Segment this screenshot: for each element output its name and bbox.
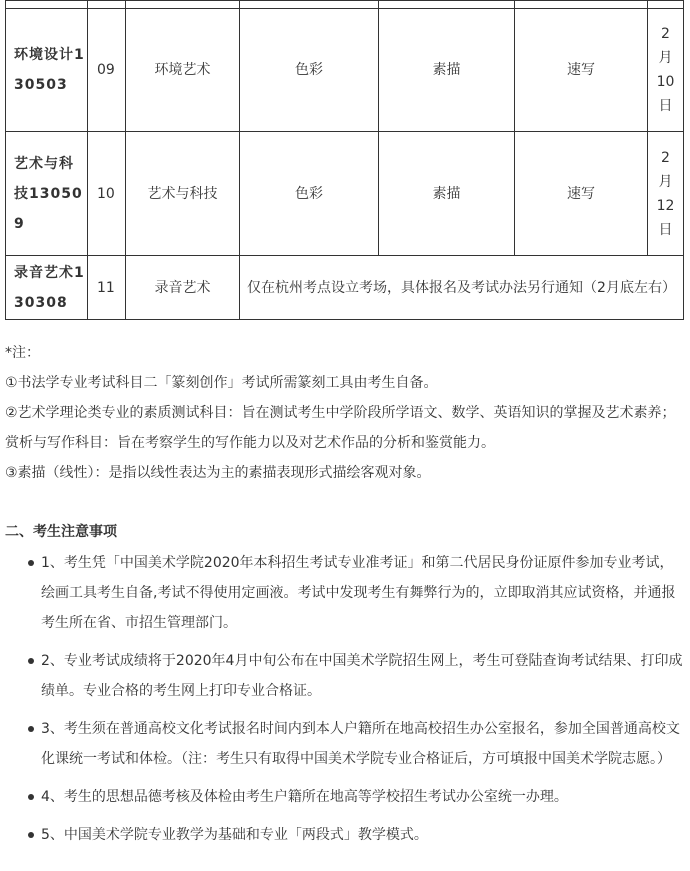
table-cell bbox=[240, 1, 379, 9]
note-item: ③素描（线性）：是指以线性表达为主的素描表现形式描绘客观对象。 bbox=[5, 465, 431, 481]
date-char: 月 bbox=[658, 173, 673, 190]
bullet-icon bbox=[28, 794, 34, 800]
table-cell bbox=[648, 1, 684, 9]
date-char: 10 bbox=[656, 74, 675, 90]
table-row bbox=[6, 1, 684, 9]
table-cell bbox=[88, 1, 126, 9]
exam-schedule-table bbox=[5, 0, 684, 320]
date-char: 月 bbox=[658, 50, 673, 66]
table-row bbox=[6, 256, 684, 320]
bullet-icon bbox=[28, 560, 34, 566]
list-item-text: 1、考生凭「中国美术学院2020年本科招生考试专业准考证」和第二代居民身份证原件参加专业考试，绘画工具考生自备,考试不得使用定画液。考试中发现考生有舞弊行为的，立即取消其应试资格，并通报考生所在省、市招生管理部门。 bbox=[41, 555, 676, 631]
exam-name-cell: 环境艺术 bbox=[126, 9, 240, 132]
table-cell bbox=[379, 1, 515, 9]
list-item bbox=[5, 820, 685, 850]
subject-cell: 素描 bbox=[379, 9, 515, 132]
date-char: 日 bbox=[658, 221, 673, 238]
table-row bbox=[6, 132, 684, 256]
table-cell bbox=[126, 1, 240, 9]
list-item bbox=[5, 548, 685, 638]
list-item bbox=[5, 714, 685, 774]
code-cell: 11 bbox=[88, 256, 126, 320]
note-item: ①书法学专业考试科目二「篆刻创作」考试所需篆刻工具由考生自备。 bbox=[5, 375, 438, 391]
date-char: 日 bbox=[658, 98, 673, 114]
table-row bbox=[6, 9, 684, 132]
notes-heading: *注： bbox=[5, 345, 40, 361]
subject-cell: 素描 bbox=[379, 132, 515, 256]
date-char: 2 bbox=[661, 149, 670, 166]
bullet-icon bbox=[28, 726, 34, 732]
major-cell: 环境设计130503 bbox=[6, 9, 88, 132]
bullet-icon bbox=[28, 832, 34, 838]
date-cell bbox=[648, 9, 684, 132]
date-cell bbox=[648, 132, 684, 256]
table-cell bbox=[515, 1, 648, 9]
code-cell: 10 bbox=[88, 132, 126, 256]
date-char: 2 bbox=[661, 26, 670, 42]
list-item bbox=[5, 782, 685, 812]
list-item-text: 5、中国美术学院专业教学为基础和专业「两段式」教学模式。 bbox=[41, 827, 428, 843]
exam-name-cell: 录音艺术 bbox=[126, 256, 240, 320]
exam-name-cell: 艺术与科技 bbox=[126, 132, 240, 256]
note-item: ②艺术学理论类专业的素质测试科目：旨在测试考生中学阶段所学语文、数学、英语知识的掌握及艺术素养；赏析与写作科目：旨在考察学生的写作能力以及对艺术作品的分析和鉴赏能力。 bbox=[5, 405, 676, 451]
list-item-text: 4、考生的思想品德考核及体检由考生户籍所在地高等学校招生考试办公室统一办理。 bbox=[41, 789, 568, 805]
major-cell: 录音艺术130308 bbox=[6, 256, 88, 320]
code-cell: 09 bbox=[88, 9, 126, 132]
list-item-text: 3、考生须在普通高校文化考试报名时间内到本人户籍所在地高校招生办公室报名，参加全国普通高校文化课统一考试和体检。（注：考生只有取得中国美术学院专业合格证后，方可填报中国美术学院志愿。） bbox=[41, 721, 680, 767]
exam-table-container bbox=[5, 0, 683, 319]
notice-list bbox=[5, 548, 685, 858]
subject-cell: 色彩 bbox=[240, 132, 379, 256]
subject-cell: 速写 bbox=[515, 9, 648, 132]
notes-block bbox=[5, 338, 687, 488]
date-char: 12 bbox=[656, 197, 675, 214]
subject-cell: 速写 bbox=[515, 132, 648, 256]
major-cell: 艺术与科技130509 bbox=[6, 132, 88, 256]
table-cell bbox=[6, 1, 88, 9]
bullet-icon bbox=[28, 658, 34, 664]
section-title: 二、考生注意事项 bbox=[5, 524, 117, 540]
exam-note-cell: 仅在杭州考点设立考场，具体报名及考试办法另行通知（2月底左右） bbox=[240, 256, 684, 320]
list-item-text: 2、专业考试成绩将于2020年4月中旬公布在中国美术学院招生网上，考生可登陆查询考试结果、打印成绩单。专业合格的考生网上打印专业合格证。 bbox=[41, 653, 683, 699]
list-item bbox=[5, 646, 685, 706]
subject-cell: 色彩 bbox=[240, 9, 379, 132]
